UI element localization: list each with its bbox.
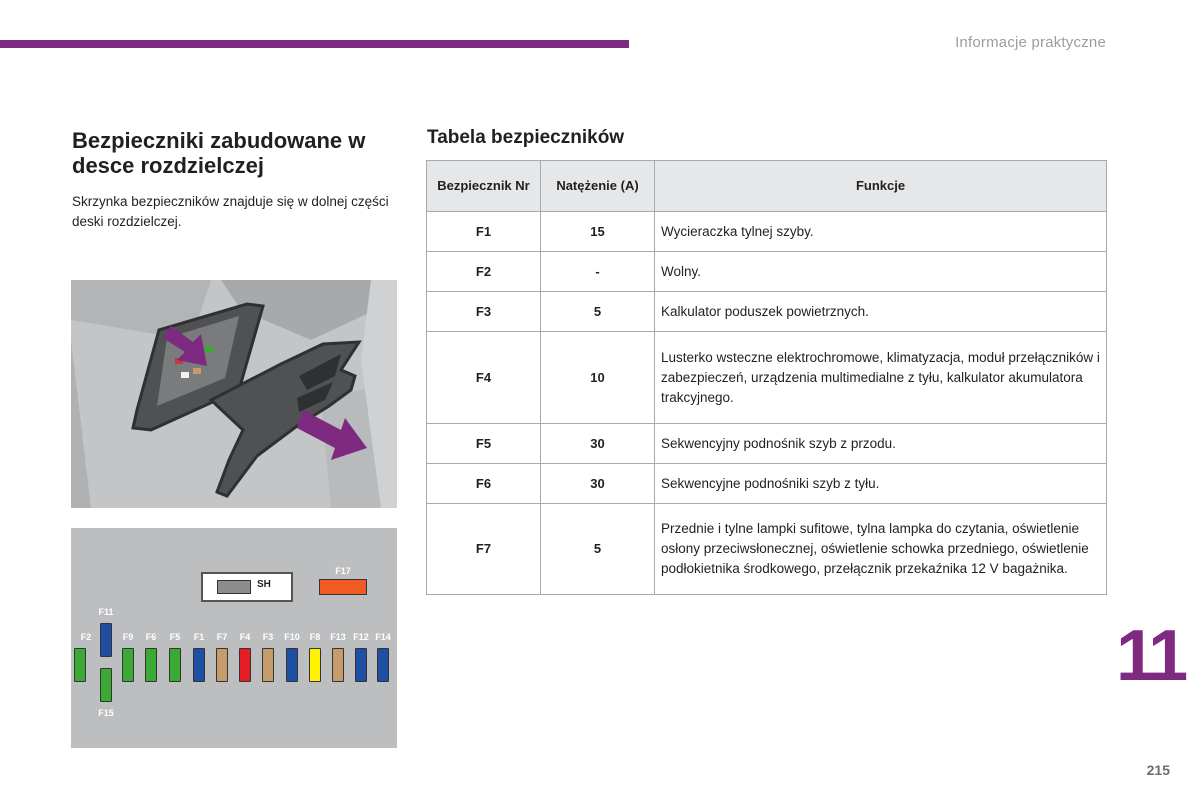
fuse-label: F14 [375, 632, 391, 642]
fuse-function: Sekwencyjny podnośnik szyb z przodu. [655, 424, 1107, 464]
section-title: Informacje praktyczne [955, 34, 1106, 51]
fuse [122, 648, 134, 682]
dashboard-fusebox-photo [71, 280, 397, 508]
fuse-number: F6 [427, 464, 541, 504]
fuse [74, 648, 86, 682]
fuse-function: Kalkulator poduszek powietrznych. [655, 292, 1107, 332]
fuse-label: F8 [309, 632, 321, 642]
fuse-amperage: 15 [541, 212, 655, 252]
fuse-function: Wycieraczka tylnej szyby. [655, 212, 1107, 252]
shunt-label: SH [257, 579, 271, 590]
table-header-row [427, 161, 1107, 212]
fuse-label-f15: F15 [98, 708, 114, 718]
fuse-label: F3 [262, 632, 274, 642]
fusebox-diagram [71, 528, 397, 748]
fuse-amperage: 10 [541, 332, 655, 424]
fuse [216, 648, 228, 682]
page-number: 215 [1146, 762, 1170, 778]
table-row [427, 464, 1107, 504]
fuse-f11 [100, 623, 112, 657]
fuse-amperage: 5 [541, 292, 655, 332]
fuse-number: F5 [427, 424, 541, 464]
fuse-amperage: 30 [541, 464, 655, 504]
table-title: Tabela bezpieczników [427, 127, 625, 148]
fuse [332, 648, 344, 682]
column-header-function: Funkcje [655, 161, 1107, 212]
fuse [309, 648, 321, 682]
table-row [427, 212, 1107, 252]
fuse-f17 [319, 579, 367, 595]
fuse-amperage: 30 [541, 424, 655, 464]
table-row [427, 252, 1107, 292]
shunt-fuse [217, 580, 251, 594]
fuse-label: F7 [216, 632, 228, 642]
fuse-amperage: 5 [541, 504, 655, 595]
header-accent-bar [0, 40, 629, 48]
fuse-function: Przednie i tylne lampki sufitowe, tylna lampka do czytania, oświetlenie osłony przeciwsłonecznej, oświetlenie schowka przedniego, oświetlenie podłokietnika środkowego, przełącznik przekaźnika 12 V bagażnika. [655, 504, 1107, 595]
table-row [427, 504, 1107, 595]
fuse-label: F13 [330, 632, 346, 642]
fuse [239, 648, 251, 682]
fuse [169, 648, 181, 682]
table-row [427, 332, 1107, 424]
fuse [262, 648, 274, 682]
chapter-number: 11 [1116, 616, 1185, 696]
fuse-label: F10 [284, 632, 300, 642]
fuse-table [426, 160, 1107, 595]
fuse-label: F6 [145, 632, 157, 642]
fuse [355, 648, 367, 682]
fuse [193, 648, 205, 682]
fuse-label-f17: F17 [335, 566, 351, 576]
table-row [427, 424, 1107, 464]
page-title: Bezpieczniki zabudowane w desce rozdzielczej [72, 128, 366, 178]
fuse-number: F3 [427, 292, 541, 332]
column-header-amperage: Natężenie (A) [541, 161, 655, 212]
fuse-label: F4 [239, 632, 251, 642]
fuse-label: F2 [80, 632, 92, 642]
fuse-label: F9 [122, 632, 134, 642]
fuse-amperage: - [541, 252, 655, 292]
fuse-function: Lusterko wsteczne elektrochromowe, klimatyzacja, moduł przełączników i zabezpieczeń, urządzenia multimedialne z tyłu, kalkulator akumulatora trakcyjnego. [655, 332, 1107, 424]
intro-text: Skrzynka bezpieczników znajduje się w dolnej części deski rozdzielczej. [72, 194, 389, 229]
table-row [427, 292, 1107, 332]
fuse-label: F12 [353, 632, 369, 642]
fuse [145, 648, 157, 682]
fuse-number: F2 [427, 252, 541, 292]
fuse [286, 648, 298, 682]
fuse-label-f11: F11 [98, 607, 114, 617]
fuse-label: F5 [169, 632, 181, 642]
fuse-f15 [100, 668, 112, 702]
fuse-function: Sekwencyjne podnośniki szyb z tyłu. [655, 464, 1107, 504]
fuse-function: Wolny. [655, 252, 1107, 292]
fuse-number: F7 [427, 504, 541, 595]
fuse-label: F1 [193, 632, 205, 642]
column-header-number: Bezpiecznik Nr [427, 161, 541, 212]
fuse-number: F1 [427, 212, 541, 252]
dashboard-illustration [71, 280, 397, 508]
fuse-number: F4 [427, 332, 541, 424]
fuse [377, 648, 389, 682]
shunt-holder [201, 572, 293, 602]
